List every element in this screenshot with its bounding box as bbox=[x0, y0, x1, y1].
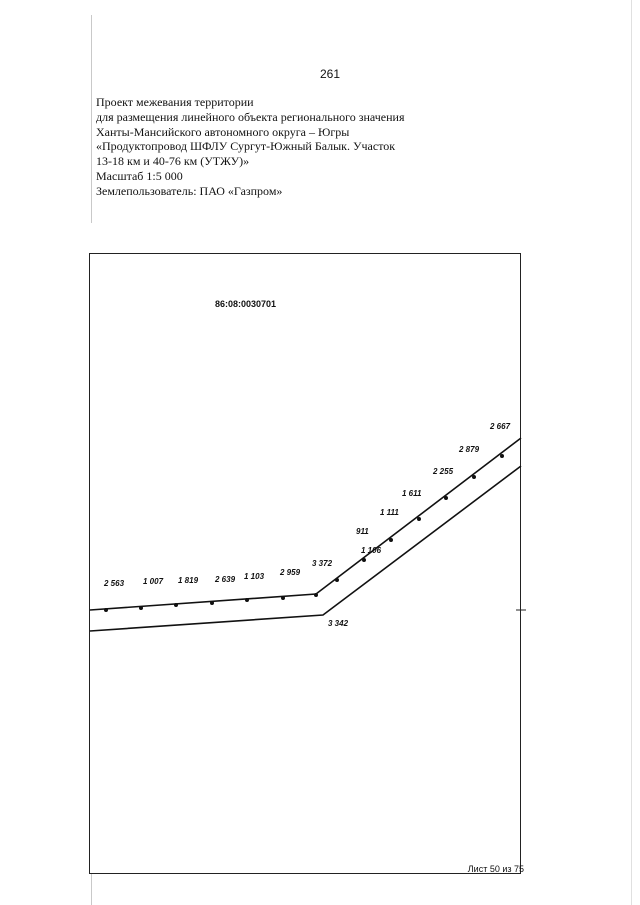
segment-label: 2 563 bbox=[104, 579, 125, 588]
segment-label: 2 879 bbox=[459, 445, 480, 454]
segment-label: 1 007 bbox=[143, 577, 164, 586]
page-number: 261 bbox=[319, 67, 341, 81]
segment-label: 2 255 bbox=[433, 467, 454, 476]
parcel-number: 86:08:0030701 bbox=[215, 299, 277, 309]
vertex-point bbox=[245, 598, 249, 602]
segment-label: 2 959 bbox=[280, 568, 301, 577]
segment-label: 1 611 bbox=[402, 489, 422, 498]
vertex-point bbox=[362, 558, 366, 562]
segment-label: 2 639 bbox=[215, 575, 236, 584]
header-line-2: для размещения линейного объекта регионального значения bbox=[96, 109, 405, 124]
header-line-5: 13-18 км и 40-76 км (УТЖУ)» bbox=[96, 154, 250, 169]
vertex-point bbox=[210, 601, 214, 605]
segment-label: 1 819 bbox=[178, 576, 199, 585]
vertex-point bbox=[139, 606, 143, 610]
land-user-line: Землепользователь: ПАО «Газпром» bbox=[96, 183, 283, 198]
vertex-point bbox=[174, 603, 178, 607]
vertex-point bbox=[389, 538, 393, 542]
lower-boundary-line bbox=[90, 466, 521, 631]
sheet-label: Лист 50 из 75 bbox=[467, 864, 524, 874]
segment-label: 911 bbox=[356, 527, 369, 536]
vertex-point bbox=[472, 475, 476, 479]
header-line-3: Ханты-Мансийского автономного округа – Югры bbox=[96, 124, 350, 139]
segment-label-lower: 3 342 bbox=[328, 619, 349, 628]
vertex-point bbox=[104, 608, 108, 612]
vertex-point bbox=[314, 593, 318, 597]
header-line-1: Проект межевания территории bbox=[96, 95, 254, 109]
vertex-point bbox=[335, 578, 339, 582]
vertex-point bbox=[500, 454, 504, 458]
segment-label: 2 667 bbox=[490, 422, 511, 431]
segment-label: 1 106 bbox=[361, 546, 382, 555]
segment-label: 1 103 bbox=[244, 572, 265, 581]
vertex-point bbox=[444, 496, 448, 500]
segment-label: 1 111 bbox=[380, 508, 399, 517]
vertex-point bbox=[417, 517, 421, 521]
scale-line: Масштаб 1:5 000 bbox=[96, 168, 183, 183]
vertex-point bbox=[281, 596, 285, 600]
header-line-4: «Продуктопровод ШФЛУ Сургут-Южный Балык. Участок bbox=[96, 139, 396, 154]
segment-label: 3 372 bbox=[312, 559, 333, 568]
